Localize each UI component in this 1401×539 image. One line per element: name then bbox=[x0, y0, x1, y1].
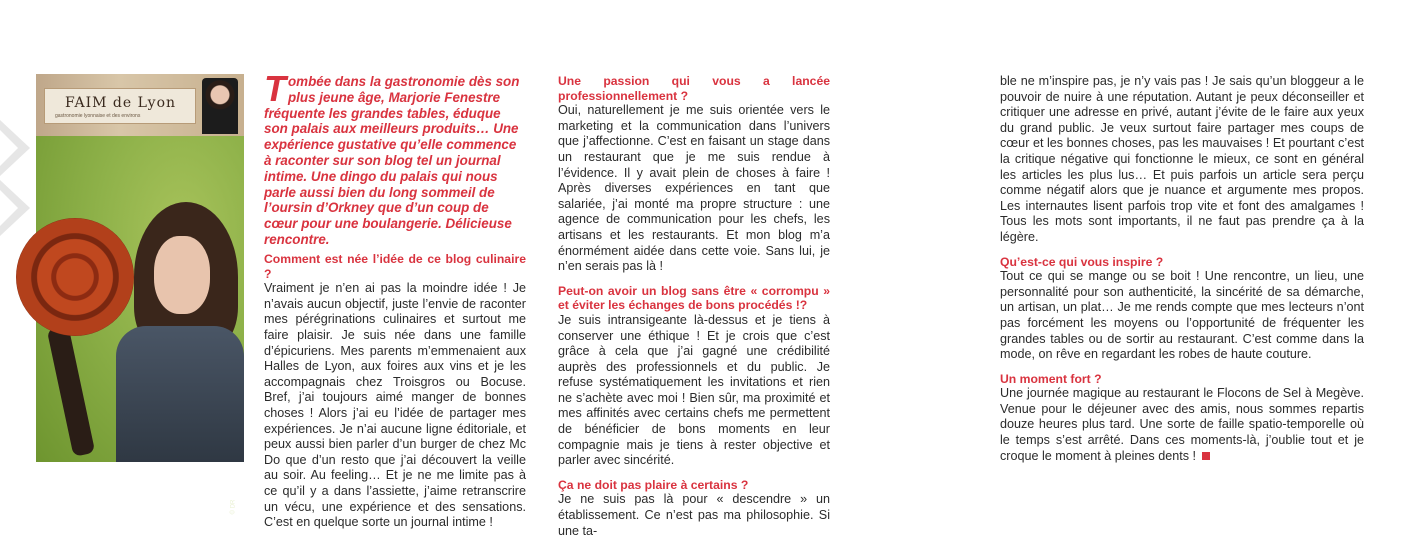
blog-logo bbox=[44, 88, 196, 124]
column-1 bbox=[264, 252, 526, 531]
question-passion: Une passion qui vous a lancée professionnellement ? bbox=[558, 74, 830, 103]
photo-credit: © DR bbox=[230, 499, 237, 515]
face bbox=[154, 236, 210, 314]
answer-corruption: Je suis intransigeante là-dessus et je tiens à conserver une éthique ! Et je crois que c’est grâce à cela que j’ai gagné une crédibilité auprès des professionnels et du public. Je refuse systématiquement les invitations et rien ne s’achète avec moi ! Bien sûr, ma proximité et mes affinités avec certains chefs me permettent de bénéficier de bons moments en leur compagnie mais je tiens à rester objective et parler avec sincérité. bbox=[558, 312, 830, 468]
answer-inspiration: Tout ce qui se mange ou se boit ! Une rencontre, un lieu, une personnalité pour son authenticité, la sincérité de sa démarche, un artisan, un plat… Je me rends compte que mes lecteurs n’ont pas forcément les moyens ou l’opportunité de fréquenter les grandes tables ou de sortir au restaurant. C’est comme dans la mode, on rêve en regardant les robes de haute couture. bbox=[1000, 269, 1364, 362]
answer-displease: Je ne suis pas là pour « descendre » un établissement. Ce n’est pas ma philosophie. Si une ta- bbox=[558, 492, 830, 538]
answer-blog-origin: Vraiment je n’en ai pas la moindre idée ! Je n’avais aucun objectif, juste l’envie de raconter mes pérégrinations culinaires et surtout me faire plaisir. Je suis née dans une famille d’épicuriens. Mes parents m’emmenaient aux Halles de Lyon, aux foires aux vins et je les accompagnais chez Troisgros ou Bocuse. Bref, j’ai toujours aimé manger de bonnes choses ! Alors j’ai eu l’idée de partager mes expériences. Je n’ai aucune ligne éditoriale, et peux aussi bien parler d’un burger de chez Mc Do que d’un resto que j’ai découvert la veille au soir. Au feeling… Et je ne me limite pas à ce qu’il y a dans l’assiette, j’aime retranscrire un vécu, une expérience et des sensations. C’est en quelque sorte un journal intime ! bbox=[264, 281, 526, 530]
drop-cap: T bbox=[264, 68, 286, 109]
column-2 bbox=[558, 74, 830, 539]
column-3 bbox=[1000, 74, 1364, 464]
question-corruption: Peut-on avoir un blog sans être « corrompu » et éviter les échanges de bons procédés !? bbox=[558, 283, 830, 313]
question-strong-moment: Un moment fort ? bbox=[1000, 371, 1102, 386]
shirt bbox=[116, 326, 244, 462]
answer-strong-moment bbox=[1000, 386, 1364, 464]
logo-portrait bbox=[202, 78, 238, 134]
end-mark-icon bbox=[1202, 452, 1210, 460]
question-displease: Ça ne doit pas plaire à certains ? bbox=[558, 477, 749, 492]
frying-pan bbox=[16, 218, 134, 336]
portrait-photo bbox=[36, 74, 244, 515]
intro-lead bbox=[264, 68, 524, 248]
photo-background bbox=[36, 136, 244, 515]
pan-handle bbox=[47, 325, 96, 457]
question-inspiration: Qu’est-ce qui vous inspire ? bbox=[1000, 254, 1164, 269]
logo-text: FAIM de Lyon bbox=[65, 95, 177, 111]
blog-logo-banner bbox=[36, 74, 244, 136]
intro-text: ombée dans la gastronomie dès son plus jeune âge, Marjorie Fenestre fréquente les grandes tables, éduque son palais aux meilleurs produits… Une expérience gustative qu’elle commence à raconter sur son blog tel un journal intime. Une dingo du palais qui nous parle aussi bien du long sommeil de l’oursin d’Orkney que d’un coup de cœur pour une boulangerie. Délicieuse rencontre. bbox=[264, 74, 520, 247]
answer-displease-continued: ble ne m’inspire pas, je n’y vais pas ! Je sais qu’un bloggeur a le pouvoir de nuire à une réputation. Autant je peux déconseiller et critiquer une adresse en privé, autant j’évite de le faire aux yeux du grand public. Je veux surtout faire partager mes coups de cœur et les bonnes choses, pas les mauvaises ! Et pourtant c’est la critique négative qui fonctionne le mieux, ce sont en général les articles les plus lus… Et puis parfois un article sera perçu comme négatif alors que je nuance et argumente mes propos. Les internautes lisent parfois trop vite et font des amalgames ! Tous les mots sont importants, il ne faut pas prendre ça à la légère. bbox=[1000, 74, 1364, 244]
question-blog-origin: Comment est née l’idée de ce blog culinaire ? bbox=[264, 252, 526, 281]
answer-passion: Oui, naturellement je me suis orientée vers le marketing et la communication dans l’univers que j’affectionne. C’est en faisant un stage dans un restaurant que je me suis rendue à l’évidence. Il y avait plein de choses à faire ! Après diverses expériences en tant que salariée, j’ai monté ma propre structure : une agence de communication pour les chefs, les artisans et les restaurants. Et mon blog m’a énormément aidée dans cette voie. Sans lui, je n’en serais pas là ! bbox=[558, 103, 830, 274]
logo-subtitle: gastronomie lyonnaise et des environs bbox=[55, 113, 141, 119]
answer-strong-moment-text: Une journée magique au restaurant le Flocons de Sel à Megève. Venue pour le déjeuner avec des amis, nous sommes repartis douze heures plus tard. Une sorte de faille spatio-temporelle où le temps s’est arrêté. Dans ces moments-là, j’oublie tout et je croque le moment à pleines dents ! bbox=[1000, 386, 1364, 463]
